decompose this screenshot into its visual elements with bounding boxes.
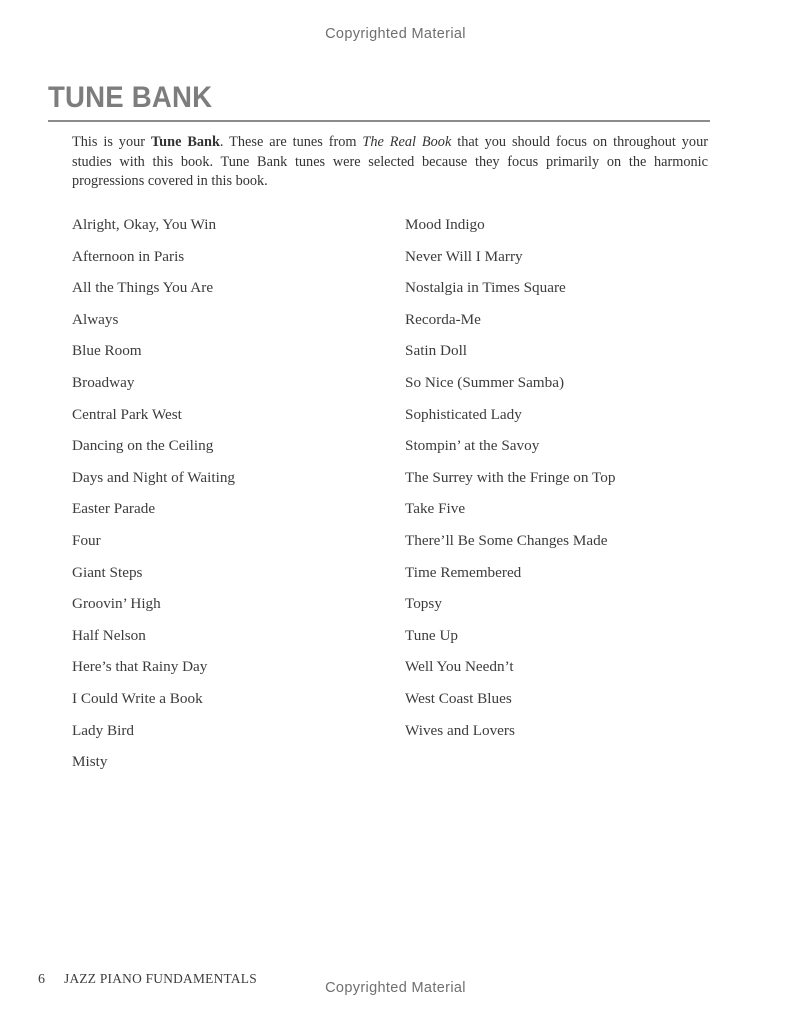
intro-bold-tune-bank: Tune Bank [150, 134, 220, 150]
tune-list-item: Take Five [405, 500, 466, 518]
tune-list-item: Time Remembered [405, 563, 522, 581]
tune-list-item: So Nice (Summer Samba) [405, 373, 565, 391]
tune-list-item: Groovin’ High [72, 595, 161, 613]
intro-text-part1: This is your [72, 134, 151, 150]
copyright-watermark-bottom: Copyrighted Material [325, 980, 466, 996]
tune-column-right [405, 213, 735, 750]
tune-list-item: Here’s that Rainy Day [72, 658, 208, 676]
tune-list-item: Giant Steps [72, 563, 143, 581]
tune-list-item: Always [72, 310, 119, 328]
tune-list-item: Wives and Lovers [405, 721, 515, 739]
tune-list-item: Topsy [405, 595, 442, 613]
tune-list-item: I Could Write a Book [72, 689, 203, 707]
tune-list-item: Half Nelson [72, 626, 146, 644]
tune-list-item: Well You Needn’t [405, 658, 514, 676]
copyright-watermark-top: Copyrighted Material [325, 26, 466, 42]
footer-book-title: JAZZ PIANO FUNDAMENTALS [64, 971, 257, 986]
tune-list-item: Lady Bird [72, 721, 135, 739]
title-divider [48, 120, 710, 122]
tune-list-item: Misty [72, 753, 108, 771]
intro-paragraph [72, 133, 708, 192]
tune-list-item: Dancing on the Ceiling [72, 437, 214, 455]
tune-list-item: Afternoon in Paris [72, 247, 185, 265]
tune-list-item: Recorda-Me [405, 310, 481, 328]
tune-list-item: West Coast Blues [405, 689, 512, 707]
intro-text-part3: that you should focus on throughout your studies with this book. Tune Bank tunes were selected because they focus primarily on the harmonic progressions covered in this book. [72, 134, 708, 190]
tune-list-item: Satin Doll [405, 342, 468, 360]
tune-column-left [72, 213, 392, 782]
page-title: TUNE BANK [48, 81, 213, 114]
tune-list-item: Alright, Okay, You Win [72, 216, 217, 233]
tune-list-item: Blue Room [72, 342, 142, 360]
tune-list-item: There’ll Be Some Changes Made [405, 531, 608, 549]
tune-list-item: All the Things You Are [72, 279, 214, 297]
page-number: 6 [38, 972, 45, 987]
tune-list-item: Easter Parade [72, 500, 156, 518]
tune-list-item: The Surrey with the Fringe on Top [405, 468, 616, 486]
tune-list-item: Never Will I Marry [405, 247, 523, 265]
tune-list-item: Nostalgia in Times Square [405, 279, 566, 297]
tune-list-item: Days and Night of Waiting [72, 468, 236, 486]
page-title-block [48, 82, 710, 122]
tune-list-item: Sophisticated Lady [405, 405, 522, 423]
intro-italic-real-book: The Real Book [362, 134, 452, 150]
tune-list-item: Mood Indigo [405, 216, 485, 233]
intro-text-part2: . These are tunes from [219, 134, 363, 150]
tune-list-item: Broadway [72, 373, 135, 391]
tune-list-item: Four [72, 531, 101, 549]
tune-list-item: Stompin’ at the Savoy [405, 437, 540, 455]
tune-list-item: Central Park West [72, 405, 182, 423]
tune-list-item: Tune Up [405, 626, 459, 644]
